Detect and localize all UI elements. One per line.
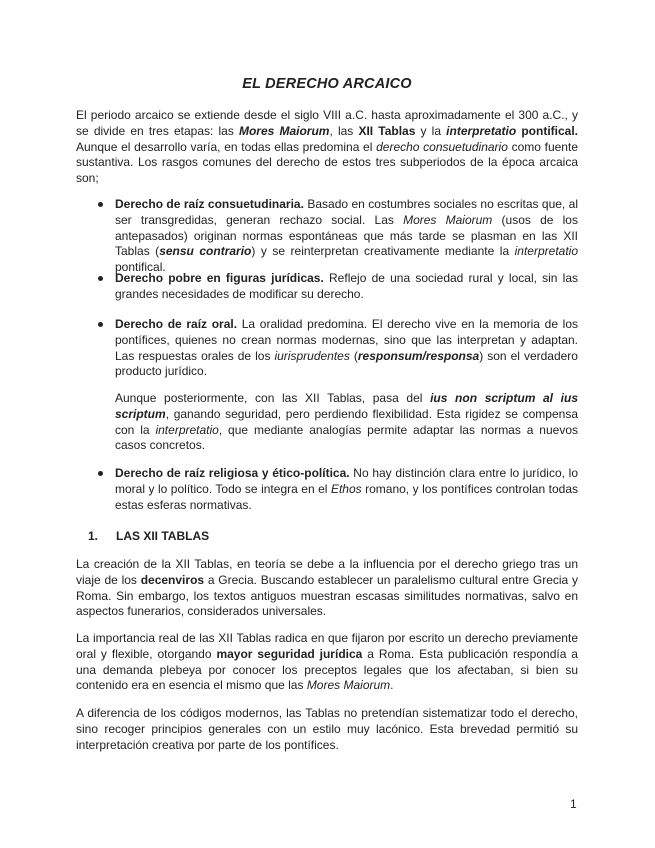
paragraph: La creación de la XII Tablas, en teoría se debe a la influencia por el derecho griego tras un viaje de los decenviros a Grecia. Buscando establecer un paralelismo cultural entre Grecia y Roma. Sin embargo, los textos antiguos muestran escasas similitudes normativas, salvo en aspectos funerarios, considerados universales. bbox=[76, 557, 579, 619]
page-number: 1 bbox=[570, 797, 577, 811]
list-item: Derecho de raíz religiosa y ético-política. No hay distinción clara entre lo jurídico, lo moral y lo político. Todo se integra en el Ethos romano, y los pontífices controlan todas estas esferas normativas. bbox=[76, 466, 578, 513]
page-title: EL DERECHO ARCAICO bbox=[242, 76, 412, 92]
list-item-continuation: Aunque posteriormente, con las XII Tablas, pasa del ius non scriptum al ius scriptum, ganando seguridad, pero perdiendo flexibilidad. Esta rigidez se compensa con la interpretatio, que mediante analogías permite adaptar las normas a nuevos casos concretos. bbox=[115, 391, 578, 453]
section-heading bbox=[76, 529, 578, 543]
bullet-icon bbox=[98, 276, 103, 281]
list-item: Derecho de raíz oral. La oralidad predomina. El derecho vive en la memoria de los pontífices, quienes no crean normas modernas, sino que las interpretan y adaptan. Las respuestas orales de los iurisprudentes (responsum/responsa) son el verdadero producto jurídico. bbox=[76, 317, 578, 380]
list-item: Derecho pobre en figuras jurídicas. Reflejo de una sociedad rural y local, sin las grandes necesidades de modificar su derecho. bbox=[76, 271, 578, 303]
bullet-icon bbox=[98, 322, 103, 327]
section-number: 1. bbox=[88, 529, 99, 543]
bullet-icon bbox=[98, 202, 103, 207]
paragraph: La importancia real de las XII Tablas radica en que fijaron por escrito un derecho previamente oral y flexible, otorgando mayor seguridad jurídica a Roma. Esta publicación respondía a una demanda plebeya por conocer los preceptos legales que los afectaban, si bien su contenido era en esencia el mismo que las Mores Maiorum. bbox=[76, 631, 578, 693]
list-item: Derecho de raíz consuetudinaria. Basado en costumbres sociales no escritas que, al ser transgredidas, generan rechazo social. Las Mores Maiorum (usos de los antepasados) originan normas espontáneas que más tarde se plasman en las XII Tablas (sensu contrario) y se reinterpretan creativamente mediante la interpretatio pontifical. bbox=[76, 197, 578, 276]
intro-paragraph: El periodo arcaico se extiende desde el siglo VIII a.C. hasta aproximadamente el 300 a.C., y se divide en tres etapas: las Mores Maiorum, las XII Tablas y la interpretatio pontifical. Aunque el desarrollo varía, en todas ellas predomina el derecho consuetudinario como fuente sustantiva. Los rasgos comunes del derecho de estos tres subperiodos de la época arcaica son; bbox=[76, 108, 578, 186]
section-title: LAS XII TABLAS bbox=[116, 529, 210, 543]
paragraph: A diferencia de los códigos modernos, las Tablas no pretendían sistematizar todo el derecho, sino recoger principios generales con un estilo muy lacónico. Esta brevedad permitió su interpretación creativa por parte de los pontífices. bbox=[76, 706, 578, 752]
bullet-icon bbox=[98, 471, 103, 476]
